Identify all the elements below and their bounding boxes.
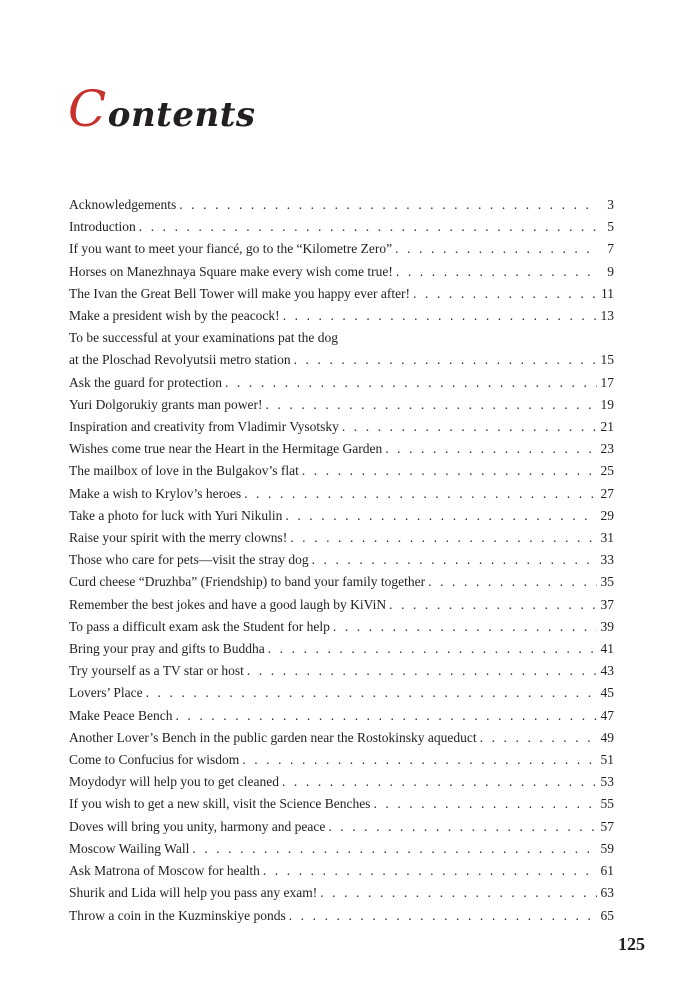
toc-entry-title: Shurik and Lida will help you pass any exam! <box>69 885 318 901</box>
toc-entry-title: Lovers’ Place <box>69 685 143 701</box>
toc-entry[interactable] <box>69 372 614 394</box>
toc-entry[interactable] <box>69 305 614 327</box>
toc-entry-row <box>69 460 614 482</box>
toc-entry-row <box>69 305 614 327</box>
toc-entry[interactable] <box>69 905 614 927</box>
toc-entry-row <box>69 238 614 260</box>
toc-entry-page: 33 <box>600 552 614 568</box>
toc-entry-page: 17 <box>600 374 614 390</box>
toc-entry-page: 41 <box>600 641 614 657</box>
toc-entry-page: 5 <box>607 219 614 235</box>
toc-entry-title: at the Ploschad Revolyutsii metro station <box>69 352 291 368</box>
toc-entry-title: Doves will bring you unity, harmony and peace <box>69 818 326 834</box>
toc-entry[interactable] <box>69 727 614 749</box>
toc-entry-row <box>69 616 614 638</box>
toc-entry-row <box>69 594 614 616</box>
toc-entry-page: 59 <box>600 840 614 856</box>
dot-leader <box>225 372 597 394</box>
toc-entry[interactable] <box>69 460 614 482</box>
toc-entry-page: 63 <box>600 885 614 901</box>
dot-leader <box>302 460 597 482</box>
toc-entry-row <box>69 261 614 283</box>
toc-entry[interactable] <box>69 283 614 305</box>
toc-entry-page: 65 <box>600 907 614 923</box>
dot-leader <box>268 638 597 660</box>
dot-leader <box>192 838 597 860</box>
toc-entry-row <box>69 505 614 527</box>
dot-leader <box>179 194 597 216</box>
page-title <box>68 80 256 138</box>
toc-entry-title: If you want to meet your fiancé, go to the “Kilometre Zero” <box>69 241 393 257</box>
dot-leader <box>146 682 597 704</box>
dot-leader <box>175 705 597 727</box>
toc-entry[interactable] <box>69 882 614 904</box>
toc-entry-page: 39 <box>600 618 614 634</box>
toc-entry-row <box>69 816 614 838</box>
toc-entry-page: 49 <box>600 729 614 745</box>
toc-entry-page: 37 <box>600 596 614 612</box>
toc-entry-title-line1: To be successful at your examinations pat the dog <box>69 330 338 346</box>
dot-leader <box>413 283 597 305</box>
toc-entry-row <box>69 705 614 727</box>
toc-entry-page: 57 <box>600 818 614 834</box>
toc-entry-row <box>69 838 614 860</box>
dot-leader <box>428 571 597 593</box>
toc-entry-title: Take a photo for luck with Yuri Nikulin <box>69 507 283 523</box>
dot-leader <box>396 261 597 283</box>
toc-entry-row <box>69 749 614 771</box>
toc-entry-page: 21 <box>600 419 614 435</box>
toc-entry-title: Curd cheese “Druzhba” (Friendship) to band your family together <box>69 574 426 590</box>
toc-entry-title: The Ivan the Great Bell Tower will make you happy ever after! <box>69 285 411 301</box>
toc-entry-title: Those who care for pets—visit the stray dog <box>69 552 309 568</box>
dot-leader <box>285 505 597 527</box>
toc-entry-page: 9 <box>607 263 614 279</box>
toc-entry[interactable] <box>69 549 614 571</box>
toc-entry-row <box>69 283 614 305</box>
dot-leader <box>480 727 597 749</box>
toc-entry[interactable] <box>69 838 614 860</box>
table-of-contents <box>69 194 614 927</box>
toc-entry-title: Bring your pray and gifts to Buddha <box>69 641 265 657</box>
dot-leader <box>244 483 597 505</box>
dot-leader <box>333 616 597 638</box>
toc-entry[interactable] <box>69 261 614 283</box>
dot-leader <box>320 882 597 904</box>
toc-entry-row <box>69 682 614 704</box>
toc-entry[interactable] <box>69 616 614 638</box>
toc-entry[interactable] <box>69 816 614 838</box>
toc-entry[interactable] <box>69 771 614 793</box>
toc-entry-title: Yuri Dolgorukiy grants man power! <box>69 396 263 412</box>
toc-entry-row <box>69 394 614 416</box>
dot-leader <box>290 527 597 549</box>
toc-entry-page: 23 <box>600 441 614 457</box>
toc-entry-page: 7 <box>607 241 614 257</box>
toc-entry-row <box>69 905 614 927</box>
toc-entry-page: 51 <box>600 752 614 768</box>
dot-leader <box>328 816 597 838</box>
toc-entry-title: Ask Matrona of Moscow for health <box>69 863 260 879</box>
toc-entry-page: 45 <box>600 685 614 701</box>
toc-entry[interactable] <box>69 505 614 527</box>
dot-leader <box>283 305 597 327</box>
toc-entry-title: Throw a coin in the Kuzminskiye ponds <box>69 907 286 923</box>
toc-entry-page: 47 <box>600 707 614 723</box>
toc-entry-title: Make a wish to Krylov’s heroes <box>69 485 242 501</box>
toc-entry[interactable] <box>69 571 614 593</box>
toc-entry-row <box>69 416 614 438</box>
toc-entry-page: 11 <box>601 285 614 301</box>
toc-entry-title: Remember the best jokes and have a good laugh by KiViN <box>69 596 387 612</box>
toc-entry-title: Make Peace Bench <box>69 707 173 723</box>
toc-entry-row <box>69 194 614 216</box>
toc-entry[interactable] <box>69 216 614 238</box>
toc-entry-title: Moydodyr will help you to get cleaned <box>69 774 279 790</box>
toc-entry-page: 29 <box>600 507 614 523</box>
toc-entry-title: Another Lover’s Bench in the public garden near the Rostokinsky aqueduct <box>69 729 477 745</box>
toc-entry[interactable] <box>69 238 614 260</box>
toc-entry-row <box>69 527 614 549</box>
toc-entry-title: Try yourself as a TV star or host <box>69 663 244 679</box>
toc-entry-title: Introduction <box>69 219 136 235</box>
toc-entry-row <box>69 483 614 505</box>
dot-leader <box>265 394 597 416</box>
title-rest: ontents <box>107 95 256 135</box>
toc-entry-page: 55 <box>600 796 614 812</box>
toc-entry-row <box>69 771 614 793</box>
toc-entry-page: 19 <box>600 396 614 412</box>
toc-entry-row <box>69 349 614 371</box>
toc-entry[interactable] <box>69 705 614 727</box>
dot-leader <box>289 905 597 927</box>
toc-entry-row <box>69 638 614 660</box>
toc-entry-title: Moscow Wailing Wall <box>69 840 190 856</box>
dot-leader <box>139 216 597 238</box>
toc-entry[interactable] <box>69 438 614 460</box>
toc-entry[interactable] <box>69 682 614 704</box>
toc-entry[interactable] <box>69 527 614 549</box>
toc-entry-page: 15 <box>600 352 614 368</box>
dot-leader <box>395 238 597 260</box>
dot-leader <box>373 793 597 815</box>
toc-entry[interactable] <box>69 660 614 682</box>
toc-entry-title: Horses on Manezhnaya Square make every wish come true! <box>69 263 393 279</box>
toc-entry-title: Ask the guard for protection <box>69 374 222 390</box>
toc-entry-title: Inspiration and creativity from Vladimir Vysotsky <box>69 419 339 435</box>
toc-entry-page: 27 <box>600 485 614 501</box>
dot-leader <box>294 349 597 371</box>
toc-entry-row <box>69 882 614 904</box>
toc-entry-row <box>69 727 614 749</box>
toc-entry-row <box>69 438 614 460</box>
toc-entry-title: Come to Confucius for wisdom <box>69 752 240 768</box>
toc-entry-title: Raise your spirit with the merry clowns! <box>69 530 288 546</box>
toc-entry-title: Wishes come true near the Heart in the Hermitage Garden <box>69 441 383 457</box>
toc-entry-page: 35 <box>600 574 614 590</box>
toc-entry-page: 43 <box>600 663 614 679</box>
toc-entry[interactable] <box>69 860 614 882</box>
toc-entry-row <box>69 549 614 571</box>
toc-entry-row <box>69 372 614 394</box>
toc-entry-page: 3 <box>607 197 614 212</box>
dot-leader <box>263 860 597 882</box>
toc-entry-page: 61 <box>600 863 614 879</box>
toc-entry-row <box>69 216 614 238</box>
dot-leader <box>342 416 597 438</box>
dot-leader <box>312 549 597 571</box>
toc-entry-page: 25 <box>600 463 614 479</box>
toc-entry[interactable] <box>69 594 614 616</box>
toc-entry[interactable] <box>69 394 614 416</box>
toc-entry[interactable] <box>69 416 614 438</box>
dot-leader <box>389 594 597 616</box>
toc-entry-title: If you wish to get a new skill, visit the Science Benches <box>69 796 371 812</box>
dot-leader <box>247 660 597 682</box>
toc-entry-row <box>69 793 614 815</box>
dot-leader <box>242 749 597 771</box>
toc-entry-row <box>69 660 614 682</box>
toc-entry-title: Acknowledgements <box>69 197 177 212</box>
toc-entry-page: 13 <box>600 308 614 324</box>
toc-entry[interactable] <box>69 483 614 505</box>
toc-entry-page: 31 <box>600 530 614 546</box>
page-number: 125 <box>618 934 645 954</box>
toc-entry-title: To pass a difficult exam ask the Student for help <box>69 618 330 634</box>
title-initial: C <box>68 80 107 138</box>
dot-leader <box>282 771 597 793</box>
toc-entry[interactable] <box>69 749 614 771</box>
toc-entry-row <box>69 860 614 882</box>
dot-leader <box>385 438 597 460</box>
toc-entry[interactable] <box>69 793 614 815</box>
toc-entry[interactable] <box>69 194 614 216</box>
toc-entry[interactable] <box>69 327 614 371</box>
toc-entry-title: The mailbox of love in the Bulgakov’s flat <box>69 463 299 479</box>
toc-entry-page: 53 <box>600 774 614 790</box>
toc-entry-row <box>69 571 614 593</box>
toc-entry[interactable] <box>69 638 614 660</box>
toc-entry-title: Make a president wish by the peacock! <box>69 308 280 324</box>
